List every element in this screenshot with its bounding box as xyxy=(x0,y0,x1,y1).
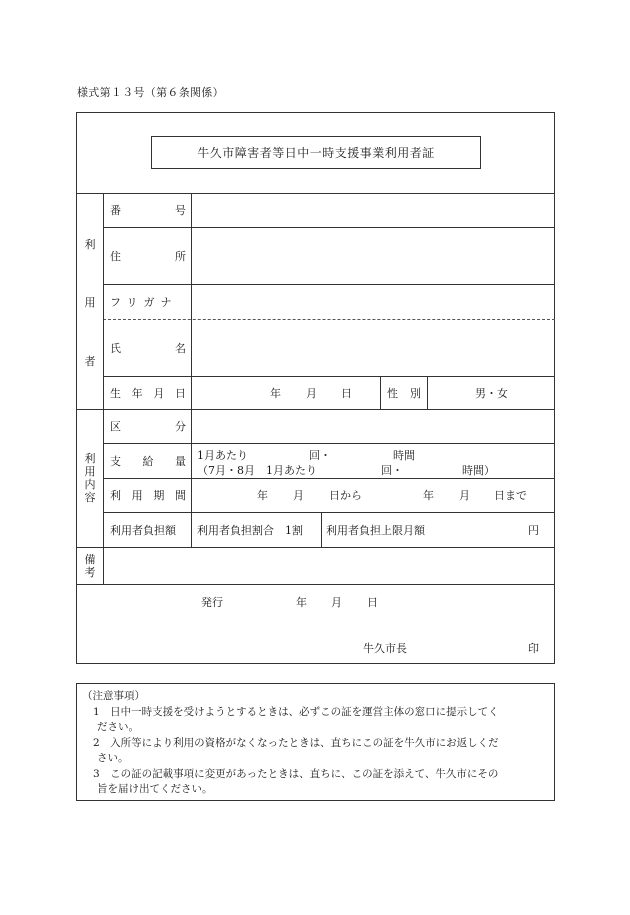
name-label: 氏 名 xyxy=(110,341,186,355)
birth-day-unit: 日 xyxy=(341,386,352,400)
note-item: 2 入所等により利用の資格がなくなったときは、直ちにこの証を牛久市にお返しくだ xyxy=(93,737,499,749)
period-end-month: 月 xyxy=(459,489,470,502)
note-item: 3 この証の記載事項に変更があったときは、直ちに、この証を添えて、牛久市にその xyxy=(93,768,499,780)
period-start-month: 月 xyxy=(293,489,304,502)
period-label: 利 用 期 間 xyxy=(110,489,186,502)
column-line xyxy=(103,193,104,584)
period-start-year: 年 xyxy=(257,489,268,502)
period-end-day: 日まで xyxy=(494,489,527,502)
birthdate-label: 生 年 月 日 xyxy=(110,386,186,400)
column-line xyxy=(380,376,381,409)
furigana-label: フリガナ xyxy=(110,295,178,309)
user-group-char: 利 xyxy=(84,238,96,251)
user-group-char: 者 xyxy=(84,355,96,368)
burden-label: 利用者負担額 xyxy=(110,523,176,537)
birth-month-unit: 月 xyxy=(306,386,317,400)
certificate-title: 牛久市障害者等日中一時支援事業利用者証 xyxy=(151,136,481,169)
burden-ratio: 利用者負担割合 1割 xyxy=(197,523,303,537)
mayor-title: 牛久市長 xyxy=(363,642,407,655)
amount-times-1: 回・ xyxy=(309,449,331,462)
burden-limit-label: 利用者負担上限月額 xyxy=(326,523,425,537)
issued-label: 発行 xyxy=(201,596,223,609)
note-item: さい。 xyxy=(97,752,129,764)
divider xyxy=(76,547,555,548)
birth-year-unit: 年 xyxy=(270,386,281,400)
column-line xyxy=(321,512,322,547)
usage-group-label: 利 用 内 容 xyxy=(84,452,96,504)
issue-month-unit: 月 xyxy=(331,596,342,609)
note-item: 旨を届け出てください。 xyxy=(97,783,213,795)
divider xyxy=(76,584,555,585)
category-label: 区 分 xyxy=(110,420,186,433)
issue-day-unit: 日 xyxy=(367,596,378,609)
address-label: 住 所 xyxy=(110,249,186,263)
sex-value: 男・女 xyxy=(475,386,508,400)
seal-mark: 印 xyxy=(528,642,539,655)
amount-label: 支 給 量 xyxy=(110,454,186,468)
amount-times-2: 回・ xyxy=(381,464,403,477)
amount-line-2: （7月・8月 1月あたり xyxy=(197,464,317,477)
note-item: ださい。 xyxy=(97,721,139,733)
issue-year-unit: 年 xyxy=(296,596,307,609)
period-end-year: 年 xyxy=(423,489,434,502)
remarks-label: 備 考 xyxy=(84,553,96,579)
note-item: 1 日中一時支援を受けようとするときは、必ずこの証を運営主体の窓口に提示してく xyxy=(93,706,499,718)
amount-line-1: 1月あたり xyxy=(197,449,248,462)
column-line xyxy=(427,376,428,409)
number-label: 番 号 xyxy=(110,204,186,217)
sex-label: 性 別 xyxy=(387,386,421,400)
burden-limit-unit: 円 xyxy=(528,523,539,537)
period-start-day: 日から xyxy=(329,489,362,502)
column-line xyxy=(191,193,192,547)
notes-heading: （注意事項） xyxy=(82,690,145,702)
amount-hours-2: 時間） xyxy=(462,464,495,477)
amount-hours-1: 時間 xyxy=(393,449,415,462)
user-group-char: 用 xyxy=(84,296,96,309)
form-number: 様式第１３号（第６条関係） xyxy=(77,86,224,99)
